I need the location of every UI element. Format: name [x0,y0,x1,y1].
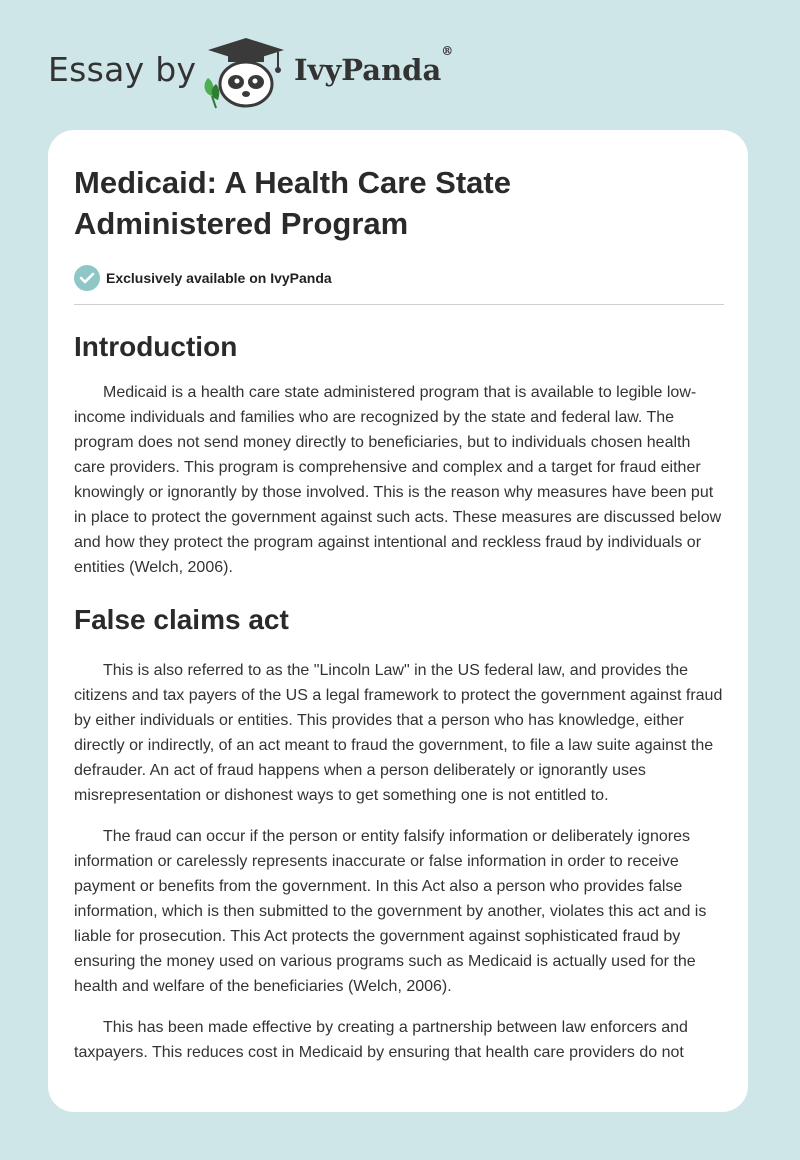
panda-graduate-icon[interactable] [198,36,288,110]
check-circle-icon [74,265,100,291]
exclusive-badge [74,264,724,292]
brand-text: IvyPanda [294,53,442,87]
title-line-1: Medicaid: A Health Care State [74,165,511,200]
exclusive-badge-text: Exclusively available on IvyPanda [106,270,332,286]
brand-name[interactable] [294,44,454,87]
article-card [48,130,748,1112]
section-heading-introduction: Introduction [74,331,238,362]
site-header [0,0,800,120]
paragraph: This has been made effective by creating a partnership between law enforcers and taxpayers. This reduces cost in Medicaid by ensuring that health care providers do not [74,1019,688,1061]
essay-by-label: Essay by [48,50,197,89]
section-heading-false-claims-act: False claims act [74,604,289,635]
registered-mark: ® [441,44,454,59]
paragraph: This is also referred to as the "Lincoln Law" in the US federal law, and provides the citizens and tax payers of the US a legal framework to protect the government against fraud by either individuals or entities. This provides that a person who has knowledge, either directly or indirectly, of an act meant to fraud the government, to file a law suite against the defrauder. An act of fraud happens when a person deliberately or ignorantly uses misrepresentation or dishonest ways to get something one is not entitled to. [74,662,723,804]
article-title [74,162,724,244]
paragraph: The fraud can occur if the person or entity falsify information or deliberately ignores information or carelessly represents inaccurate or false information in order to receive payment or benefits from the government. In this Act also a person who provides false information, which is then submitted to the government by another, violates this act and is liable for prosecution. This Act protects the government against sophisticated fraud by ensuring the money used on various programs such as Medicaid is actually used for the health and welfare of the beneficiaries (Welch, 2006). [74,828,707,995]
leaf-icon [205,78,220,108]
title-divider [74,304,724,305]
article-content [74,162,724,1065]
paragraph: Medicaid is a health care state administered program that is available to legible low-income individuals and families who are recognized by the state and federal law. The program does not send money directly to beneficiaries, but to individuals chosen health care providers. This program is comprehensive and complex and a target for fraud either knowingly or ignorantly by those involved. This is the reason why measures have been put in place to protect the government against such acts. These measures are discussed below and how they protect the program against intentional and reckless fraud by individuals or entities (Welch, 2006). [74,384,722,576]
title-line-2: Administered Program [74,206,409,241]
